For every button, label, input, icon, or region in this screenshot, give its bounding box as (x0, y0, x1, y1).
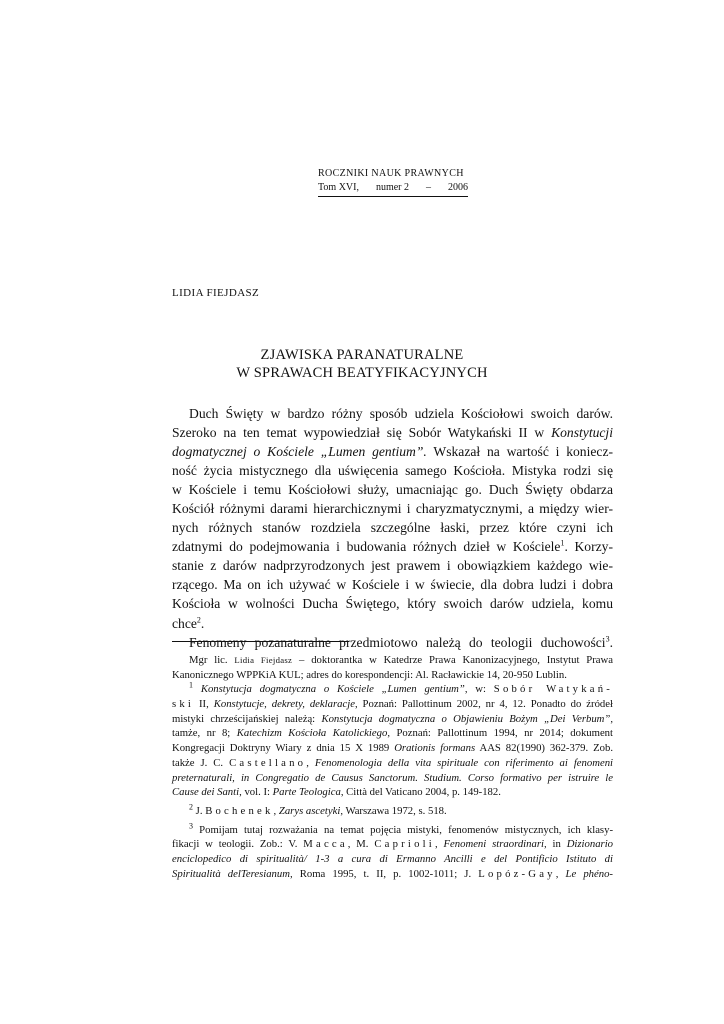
footnote-1-line: Cause dei Santi, vol. I: Parte Teologica, Città del Vaticano 2004, p. 149-182. (172, 786, 501, 799)
journal-issue (318, 181, 468, 197)
journal-header (318, 167, 468, 197)
footnote-3-line: fikacji w teologii. Zob.: V. Macca, M. Caprioli, Fenomeni straordinari, in Dizionario (172, 838, 614, 851)
footnotes (172, 653, 613, 881)
footnote-3-line: enciclopedico di spiritualità/ 1-3 a cura di Ermanno Ancilli e del Pontificio Istituto di (172, 852, 613, 865)
paragraph-line: rzącego. Ma on ich używać w Kościele i w świecie, dla dobra ludzi i dobra (172, 577, 613, 593)
footnote-2-line: $^2$ J. Bochenek, Zarys ascetyki, Warszawa 1972, s. 518. (189, 802, 447, 817)
footnote-3-line: $^3$ Pomijam tutaj rozważania na temat pojęcia mistyki, fenomenów mistycznych, ich klasy- (189, 821, 613, 836)
footnote-1-line: Kongregacji Doktryny Wiary z dnia 15 X 1989 Orationis formans AAS 82(1990) 362-379. Zob. (172, 742, 614, 755)
footnote-3-line: Spiritualità delTeresianum, Roma 1995, t. II, p. 1002-1011; J. Lopóz-Gay, Le phéno- (172, 867, 613, 880)
paragraph-line: nych różnych stanów rozdziela szczególne łaski, przez które czyni ich (172, 520, 613, 536)
footnote-1-line: tamże, nr 8; Katechizm Kościoła Katolickiego, Poznań: Pallottinum 1994, nr 2014; dokument (172, 727, 613, 740)
footnote-ref-3[interactable]: 3 (605, 634, 610, 644)
paragraph-line: Kościoła w wolności Ducha Świętego, który swoich darów udziela, komu (172, 596, 613, 612)
issue-number: numer 2 (375, 182, 409, 193)
author-name: LIDIA FIEJDASZ (172, 287, 260, 299)
footnote-separator (172, 641, 349, 642)
issue-year: 2006 (447, 182, 468, 193)
footnote-ref-2[interactable]: 2 (196, 614, 201, 624)
paragraph-line: Szeroko na ten temat wypowiedział się Sobór Watykański II w Konstytucji (172, 425, 613, 441)
paragraph-line: Kościół różnymi darami hierarchicznymi i charyzmatycznymi, a między wier- (172, 501, 613, 517)
author-note-line: Kanonicznego WPPKiA KUL; adres do korespondencji: Al. Racławickie 14, 20-950 Lublin. (172, 668, 567, 681)
volume-label: Tom XVI, (318, 182, 359, 193)
journal-title: ROCZNIKI NAUK PRAWNYCH (318, 168, 464, 179)
title-line-2: W SPRAWACH BEATYFIKACYJNYCH (236, 365, 488, 381)
footnote-1-line: ski II, Konstytucje, dekrety, deklaracje, Poznań: Pallottinum 2002, nr 4, 12. Ponadto do źródeł (172, 698, 613, 711)
body-text (172, 404, 613, 652)
paragraph-line: stanie z darów nadprzyrodzonych jest prawem i obowiązkiem każdego wie- (172, 558, 613, 574)
paragraph-line: chce$^2$. (172, 614, 205, 631)
paragraph-line: dogmatycznej o Kościele „Lumen gentium”. Wskazał na wartość i koniecz- (172, 444, 613, 460)
article-title (172, 346, 552, 382)
paragraph-line: Fenomeny pozanaturalne przedmiotowo należą do teologii duchowości$^3$. (189, 634, 613, 650)
footnote-1-line: także J. C. Castellano, Fenomenologia della vita spirituale con riferimento ai fenomeni (172, 756, 614, 769)
paragraph-line: zdatnymi do podejmowania i budowania różnych dzieł w Kościele$^1$. Korzy- (172, 538, 613, 555)
title-line-1: ZJAWISKA PARANATURALNE (260, 347, 464, 363)
paragraph-line: Duch Święty w bardzo różny sposób udziela Kościołowi swoich darów. (189, 406, 613, 421)
footnote-ref-1[interactable]: 1 (560, 538, 565, 548)
footnote-1-line: $^1$ Konstytucja dogmatyczna o Kościele „Lumen gentium”, w: Sobór Watykań- (189, 680, 614, 696)
paragraph-line: ność życia mistycznego dla uświęcenia samego Kościoła. Mistyka rodzi się (172, 463, 613, 479)
paragraph-line: w Kościele i temu Kościołowi służy, umacniając go. Duch Święty obdarza (172, 482, 613, 498)
author-note-line: Mgr lic. Lidia Fiejdasz – doktorantka w Katedrze Prawa Kanonizacyjnego, Instytut Prawa (189, 654, 613, 666)
footnote-1-line: mistyki chrześcijańskiej należą: Konstytucja dogmatyczna o Objawieniu Bożym „Dei Verbum”, (172, 712, 613, 725)
issue-dash: – (425, 182, 431, 193)
footnote-1-line: preternaturali, in Congregatio de Causus Sanctorum. Studium. Corso formativo per istruire le (172, 771, 613, 784)
